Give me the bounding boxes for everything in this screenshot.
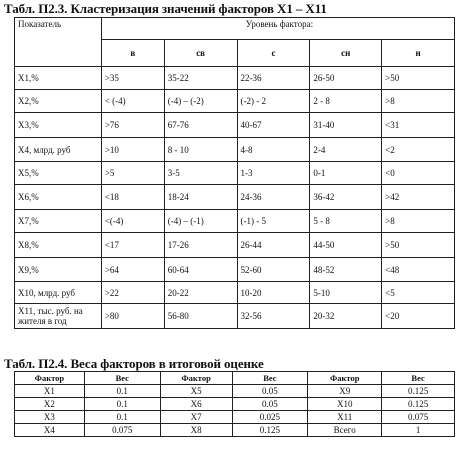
level-value-cell: 1-3 <box>237 162 310 185</box>
weights-table-title: Табл. П2.4. Веса факторов в итоговой оценке <box>4 356 264 371</box>
weight-cell: 0.05 <box>232 398 308 411</box>
level-value-cell: 10-20 <box>237 282 310 304</box>
weight-cell: 0.1 <box>84 411 160 424</box>
factor-cell: Х6 <box>160 398 232 411</box>
clustering-header-row <box>15 18 455 40</box>
factor-header: Фактор <box>160 372 232 385</box>
level-value-cell: 26-50 <box>310 67 382 90</box>
indicator-cell: Х4, млрд. руб <box>15 138 102 162</box>
level-value-cell: 48-52 <box>310 258 382 282</box>
level-value-cell: >50 <box>382 233 455 258</box>
weights-row <box>15 411 455 424</box>
level-value-cell: <(-4) <box>101 210 164 233</box>
level-label: св <box>164 40 237 67</box>
level-value-cell: <5 <box>382 282 455 304</box>
level-value-cell: <18 <box>101 185 164 210</box>
level-value-cell: >35 <box>101 67 164 90</box>
factor-cell: Х1 <box>15 385 85 398</box>
level-value-cell: <31 <box>382 113 455 138</box>
level-value-cell: (-4) – (-1) <box>164 210 237 233</box>
level-label: в <box>101 40 164 67</box>
level-value-cell: 8 - 10 <box>164 138 237 162</box>
indicator-cell: Х5,% <box>15 162 102 185</box>
level-value-cell: 17-26 <box>164 233 237 258</box>
level-value-cell: <48 <box>382 258 455 282</box>
factor-header: Фактор <box>308 372 382 385</box>
level-value-cell: >50 <box>382 67 455 90</box>
clustering-row <box>15 185 455 210</box>
clustering-table <box>14 17 455 329</box>
level-value-cell: 32-56 <box>237 304 310 329</box>
weights-row <box>15 398 455 411</box>
factor-cell: Х2 <box>15 398 85 411</box>
indicator-cell: Х2,% <box>15 90 102 113</box>
level-value-cell: 5-10 <box>310 282 382 304</box>
clustering-row <box>15 90 455 113</box>
level-value-cell: 18-24 <box>164 185 237 210</box>
level-value-cell: 31-40 <box>310 113 382 138</box>
level-value-cell: 4-8 <box>237 138 310 162</box>
clustering-row <box>15 233 455 258</box>
level-value-cell: 0-1 <box>310 162 382 185</box>
level-value-cell: >76 <box>101 113 164 138</box>
indicator-header: Показатель <box>15 18 102 67</box>
factor-cell: Х11 <box>308 411 382 424</box>
weights-row <box>15 385 455 398</box>
weight-cell: 0.025 <box>232 411 308 424</box>
factor-header: Фактор <box>15 372 85 385</box>
level-value-cell: 5 - 8 <box>310 210 382 233</box>
level-value-cell: 60-64 <box>164 258 237 282</box>
level-value-cell: 22-36 <box>237 67 310 90</box>
weight-cell: 0.125 <box>382 398 455 411</box>
level-value-cell: >80 <box>101 304 164 329</box>
clustering-row <box>15 138 455 162</box>
weight-cell: 1 <box>382 424 455 437</box>
factor-cell: Х4 <box>15 424 85 437</box>
level-value-cell: >42 <box>382 185 455 210</box>
level-value-cell: 2-4 <box>310 138 382 162</box>
weight-cell: 0.125 <box>232 424 308 437</box>
level-value-cell: (-1) - 5 <box>237 210 310 233</box>
weights-table <box>14 371 455 437</box>
factor-cell: Х7 <box>160 411 232 424</box>
factor-cell: Х3 <box>15 411 85 424</box>
level-value-cell: <0 <box>382 162 455 185</box>
level-value-cell: 56-80 <box>164 304 237 329</box>
weight-cell: 0.1 <box>84 385 160 398</box>
clustering-table-title: Табл. П2.3. Кластеризация значений факторов Х1 – Х11 <box>4 1 327 16</box>
clustering-row <box>15 210 455 233</box>
weight-cell: 0.075 <box>84 424 160 437</box>
level-value-cell: 35-22 <box>164 67 237 90</box>
level-value-cell: 36-42 <box>310 185 382 210</box>
level-value-cell: 24-36 <box>237 185 310 210</box>
clustering-row <box>15 258 455 282</box>
level-value-cell: 3-5 <box>164 162 237 185</box>
level-value-cell: >10 <box>101 138 164 162</box>
level-header: Уровень фактора: <box>101 18 454 40</box>
clustering-row <box>15 67 455 90</box>
indicator-cell: Х7,% <box>15 210 102 233</box>
level-label: сн <box>310 40 382 67</box>
indicator-cell: Х8,% <box>15 233 102 258</box>
level-value-cell: 52-60 <box>237 258 310 282</box>
factor-cell: Х5 <box>160 385 232 398</box>
weight-cell: 0.125 <box>382 385 455 398</box>
level-label: н <box>382 40 455 67</box>
level-value-cell: < (-4) <box>101 90 164 113</box>
weight-header: Вес <box>382 372 455 385</box>
indicator-cell: Х3,% <box>15 113 102 138</box>
level-value-cell: <20 <box>382 304 455 329</box>
level-value-cell: 40-67 <box>237 113 310 138</box>
indicator-cell: Х11, тыс. руб. на жителя в год <box>15 304 102 329</box>
level-label: с <box>237 40 310 67</box>
weight-cell: 0.1 <box>84 398 160 411</box>
weights-row <box>15 424 455 437</box>
weight-cell: 0.075 <box>382 411 455 424</box>
level-value-cell: (-2) - 2 <box>237 90 310 113</box>
indicator-cell: Х10, млрд. руб <box>15 282 102 304</box>
indicator-cell: Х9,% <box>15 258 102 282</box>
indicator-cell: Х1,% <box>15 67 102 90</box>
level-value-cell: >5 <box>101 162 164 185</box>
level-value-cell: 26-44 <box>237 233 310 258</box>
clustering-row <box>15 282 455 304</box>
factor-cell: Х10 <box>308 398 382 411</box>
clustering-row <box>15 162 455 185</box>
level-value-cell: >8 <box>382 210 455 233</box>
level-value-cell: >64 <box>101 258 164 282</box>
level-value-cell: 44-50 <box>310 233 382 258</box>
level-value-cell: 67-76 <box>164 113 237 138</box>
clustering-row <box>15 113 455 138</box>
level-value-cell: <17 <box>101 233 164 258</box>
weight-header: Вес <box>84 372 160 385</box>
level-value-cell: 2 - 8 <box>310 90 382 113</box>
level-value-cell: 20-22 <box>164 282 237 304</box>
level-value-cell: >22 <box>101 282 164 304</box>
weights-header-row <box>15 372 455 385</box>
weight-cell: 0.05 <box>232 385 308 398</box>
clustering-row <box>15 304 455 329</box>
level-value-cell: (-4) – (-2) <box>164 90 237 113</box>
indicator-cell: Х6,% <box>15 185 102 210</box>
level-value-cell: >8 <box>382 90 455 113</box>
level-value-cell: 20-32 <box>310 304 382 329</box>
factor-cell: Х9 <box>308 385 382 398</box>
factor-cell: Всего <box>308 424 382 437</box>
factor-cell: Х8 <box>160 424 232 437</box>
weight-header: Вес <box>232 372 308 385</box>
level-value-cell: <2 <box>382 138 455 162</box>
